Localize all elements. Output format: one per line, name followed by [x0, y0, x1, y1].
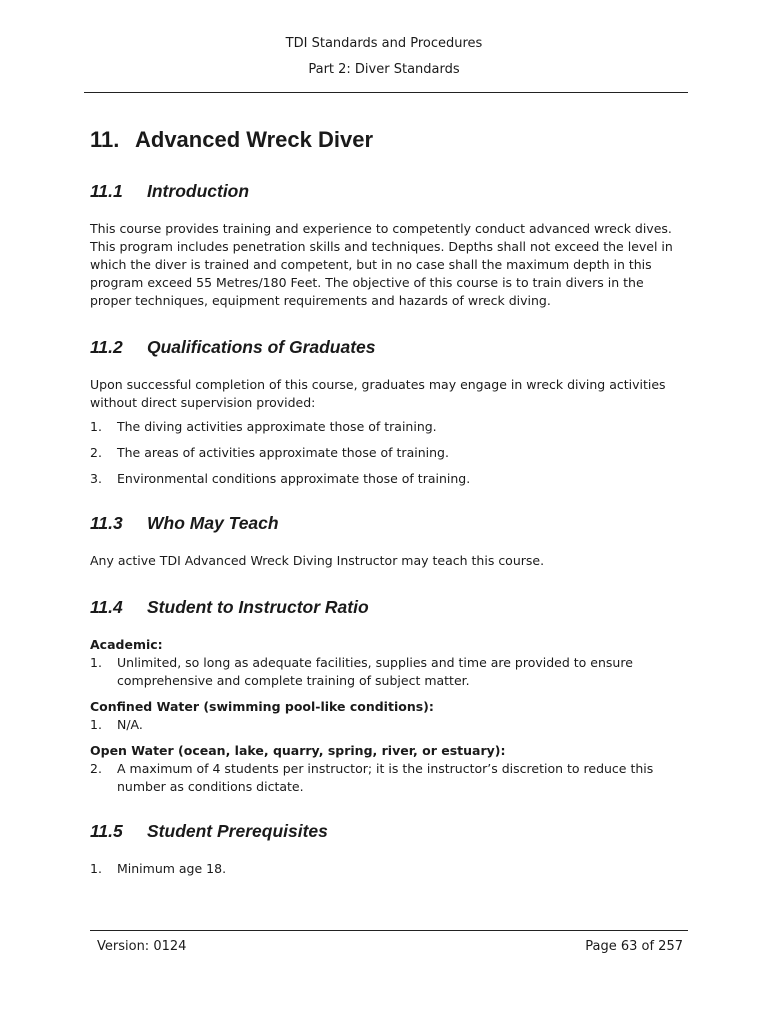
- page-content: [90, 126, 680, 902]
- list-item-number: 2.: [90, 761, 102, 776]
- footer-divider: [90, 930, 688, 931]
- qualifications-paragraph: Upon successful completion of this course, graduates may engage in wreck diving activities without direct supervision provided:: [90, 377, 666, 410]
- list-item-text: The diving activities approximate those of training.: [117, 419, 437, 434]
- section-number: 11.3: [90, 513, 123, 533]
- list-item-text: Environmental conditions approximate those of training.: [117, 471, 471, 486]
- section-heading-qualifications: [90, 336, 680, 358]
- chapter-title-text: Advanced Wreck Diver: [135, 127, 374, 152]
- section-title: Student to Instructor Ratio: [147, 597, 369, 617]
- list-item-text: The areas of activities approximate those of training.: [117, 445, 449, 460]
- section-heading-ratio: [90, 596, 680, 618]
- list-item-text: N/A.: [117, 717, 143, 732]
- section-heading-introduction: [90, 180, 680, 202]
- academic-list: [90, 654, 680, 690]
- section-number: 11.4: [90, 597, 123, 617]
- list-item-number: 1.: [90, 419, 102, 434]
- confined-water-label: Confined Water (swimming pool-like conditions):: [90, 699, 434, 714]
- section-title: Student Prerequisites: [147, 821, 328, 841]
- footer-page-number: Page 63 of 257: [585, 939, 683, 954]
- introduction-paragraph: This course provides training and experience to competently conduct advanced wreck dives. This program includes penetration skills and techniques. Depths shall not exceed the level in which the diver is trained and competent, but in no case shall the maximum depth in this program exceed 55 Metres/180 Feet. The objective of this course is to train divers in the proper techniques, equipment requirements and hazards of wreck diving.: [90, 221, 673, 308]
- confined-water-list: [90, 716, 680, 734]
- header-title: TDI Standards and Procedures: [285, 36, 483, 51]
- list-item-text: Unlimited, so long as adequate facilities, supplies and time are provided to ensure comprehensive and complete training of subject matter.: [117, 655, 633, 688]
- list-item: [90, 470, 680, 488]
- list-item: [90, 760, 680, 796]
- open-water-list: [90, 760, 680, 796]
- list-item: [90, 654, 680, 690]
- section-title: Qualifications of Graduates: [147, 337, 376, 357]
- list-item: [90, 860, 680, 878]
- section-number: 11.2: [90, 337, 123, 357]
- qualifications-list: [90, 418, 680, 488]
- section-number: 11.1: [90, 181, 123, 201]
- header-divider: [84, 92, 688, 93]
- who-may-teach-paragraph: Any active TDI Advanced Wreck Diving Instructor may teach this course.: [90, 553, 545, 568]
- list-item: [90, 418, 680, 436]
- prerequisites-list: [90, 860, 680, 878]
- section-heading-prerequisites: [90, 820, 680, 842]
- chapter-number: 11.: [90, 127, 120, 152]
- list-item: [90, 716, 680, 734]
- list-item-number: 1.: [90, 717, 102, 732]
- list-item-number: 1.: [90, 861, 102, 876]
- footer-version: Version: 0124: [97, 939, 187, 954]
- list-item-text: A maximum of 4 students per instructor; it is the instructor’s discretion to reduce this number as conditions dictate.: [117, 761, 654, 794]
- chapter-title: [90, 126, 680, 154]
- section-number: 11.5: [90, 821, 123, 841]
- list-item-number: 1.: [90, 655, 102, 670]
- list-item-number: 2.: [90, 445, 102, 460]
- list-item-text: Minimum age 18.: [117, 861, 227, 876]
- section-title: Who May Teach: [147, 513, 279, 533]
- academic-label: Academic:: [90, 637, 163, 652]
- list-item: [90, 444, 680, 462]
- section-heading-who-may-teach: [90, 512, 680, 534]
- list-item-number: 3.: [90, 471, 102, 486]
- section-title: Introduction: [147, 181, 250, 201]
- header-subtitle: Part 2: Diver Standards: [308, 62, 460, 77]
- open-water-label: Open Water (ocean, lake, quarry, spring, river, or estuary):: [90, 743, 506, 758]
